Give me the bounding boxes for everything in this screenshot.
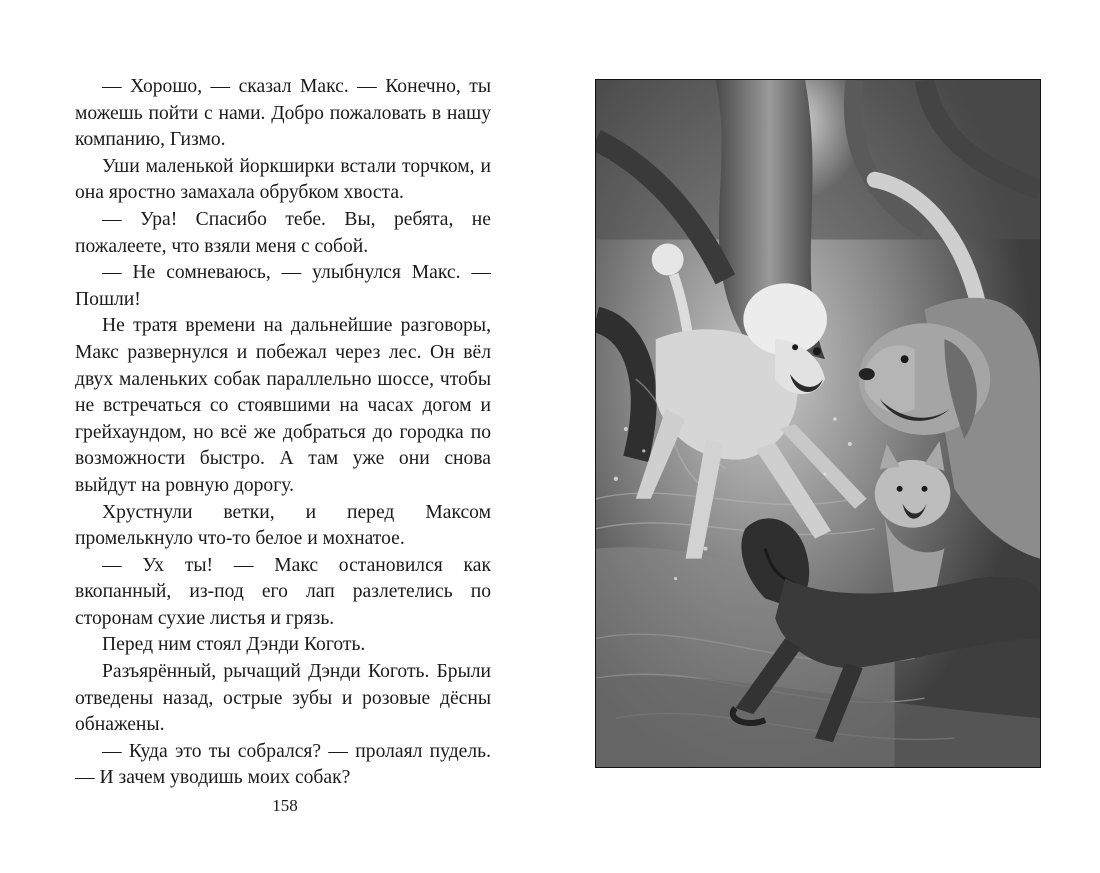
illustration-art <box>596 80 1040 767</box>
paragraph: Хрустнули ветки, и перед Максом промелькнуло что-то белое и мохнатое. <box>75 501 491 550</box>
paragraph: — Ух ты! — Макс остановился как вкопанный, из-под его лап разлетелись по сторонам сухие листья и грязь. <box>75 554 491 629</box>
paragraph: — Хорошо, — сказал Макс. — Конечно, ты можешь пойти с нами. Добро пожаловать в нашу компанию, Гизмо. <box>75 76 491 151</box>
page-text <box>75 74 491 792</box>
paragraph: — Ура! Спасибо тебе. Вы, ребята, не пожалеете, что взяли меня с собой. <box>75 208 491 257</box>
paragraph: — Не сомневаюсь, — улыбнулся Макс. — Пошли! <box>75 262 491 310</box>
paragraph: Перед ним стоял Дэнди Коготь. <box>102 634 366 656</box>
paragraph: Не тратя времени на дальнейшие разговоры, Макс развернулся и побежал через лес. Он вёл двух маленьких собак параллельно шоссе, чтобы не встречаться со стоявшими на часах догом и грейхаундом, но всё же добраться до городка по возможности быстро. А там уже они снова выйдут на ровную дорогу. <box>75 315 491 496</box>
dogs-illustration <box>595 79 1041 768</box>
paragraph: — Куда это ты собрался? — пролаял пудель. — И зачем уводишь моих собак? <box>75 740 491 789</box>
page-number: 158 <box>272 796 298 815</box>
paragraph: Разъярённый, рычащий Дэнди Коготь. Брыли отведены назад, острые зубы и розовые дёсны обнажены. <box>75 661 491 736</box>
paragraph: Уши маленькой йоркширки встали торчком, и она яростно замахала обрубком хвоста. <box>75 155 491 204</box>
